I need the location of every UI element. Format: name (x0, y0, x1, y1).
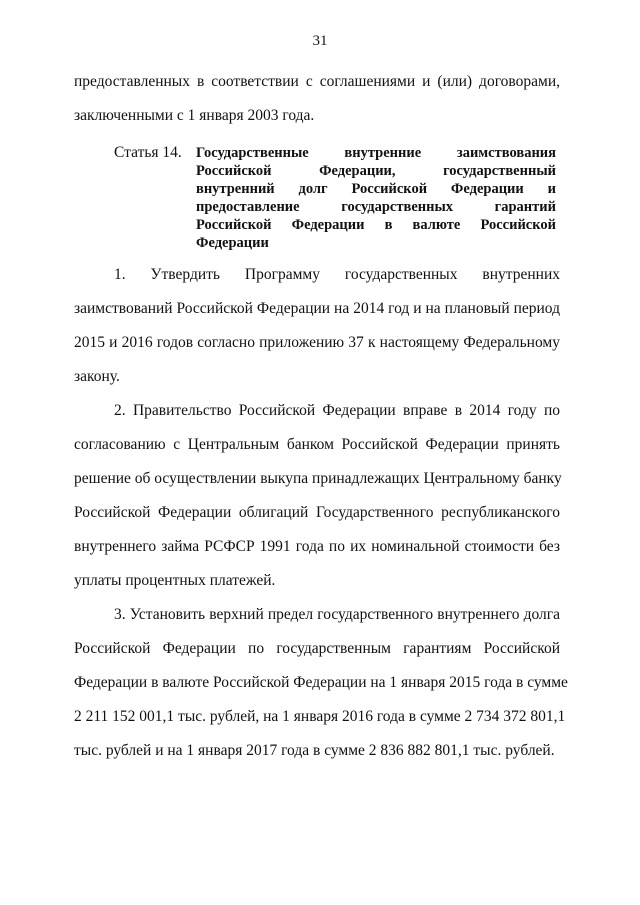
article-title-line: предоставление государственных гарантий (196, 199, 556, 215)
paragraph-3-line: 3. Установить верхний предел государственного внутреннего долга (114, 606, 560, 623)
article-title-line: Российской Федерации в валюте Российской (196, 217, 556, 233)
paragraph-2-line: внутреннего займа РСФСР 1991 года по их номинальной стоимости без (74, 538, 560, 555)
paragraph-1-line: 2015 и 2016 годов согласно приложению 37 к настоящему Федеральному (74, 334, 560, 351)
intro-line-1: предоставленных в соответствии с соглашениями и (или) договорами, (74, 73, 560, 90)
paragraph-1-line: 1. Утвердить Программу государственных внутренних (114, 266, 560, 283)
article-label: Статья 14. (114, 144, 182, 161)
paragraph-3-line: Федерации в валюте Российской Федерации на 1 января 2015 года в сумме (74, 674, 568, 691)
article-title-line: Федерации (196, 235, 269, 251)
intro-line-2: заключенными с 1 января 2003 года. (74, 107, 315, 124)
paragraph-2-line: 2. Правительство Российской Федерации вправе в 2014 году по (114, 402, 560, 419)
paragraph-2-line: уплаты процентных платежей. (74, 572, 276, 589)
paragraph-1-line: закону. (74, 368, 120, 385)
paragraph-3-line: 2 211 152 001,1 тыс. рублей, на 1 января 2016 года в сумме 2 734 372 801,1 (74, 708, 566, 725)
paragraph-3-line: тыс. рублей и на 1 января 2017 года в сумме 2 836 882 801,1 тыс. рублей. (74, 742, 555, 759)
article-title-line: внутренний долг Российской Федерации и (196, 181, 556, 197)
page-number: 31 (312, 33, 328, 49)
article-title-line: Российской Федерации, государственный (196, 163, 556, 179)
paragraph-3-line: Российской Федерации по государственным гарантиям Российской (74, 640, 560, 657)
paragraph-1-line: заимствований Российской Федерации на 2014 год и на плановый период (74, 300, 560, 317)
paragraph-2-line: Российской Федерации облигаций Государственного республиканского (74, 504, 560, 521)
paragraph-2-line: решение об осуществлении выкупа принадлежащих Центральному банку (74, 470, 562, 487)
paragraph-2-line: согласованию с Центральным банком Российской Федерации принять (74, 436, 560, 453)
article-title-line: Государственные внутренние заимствования (196, 145, 556, 161)
